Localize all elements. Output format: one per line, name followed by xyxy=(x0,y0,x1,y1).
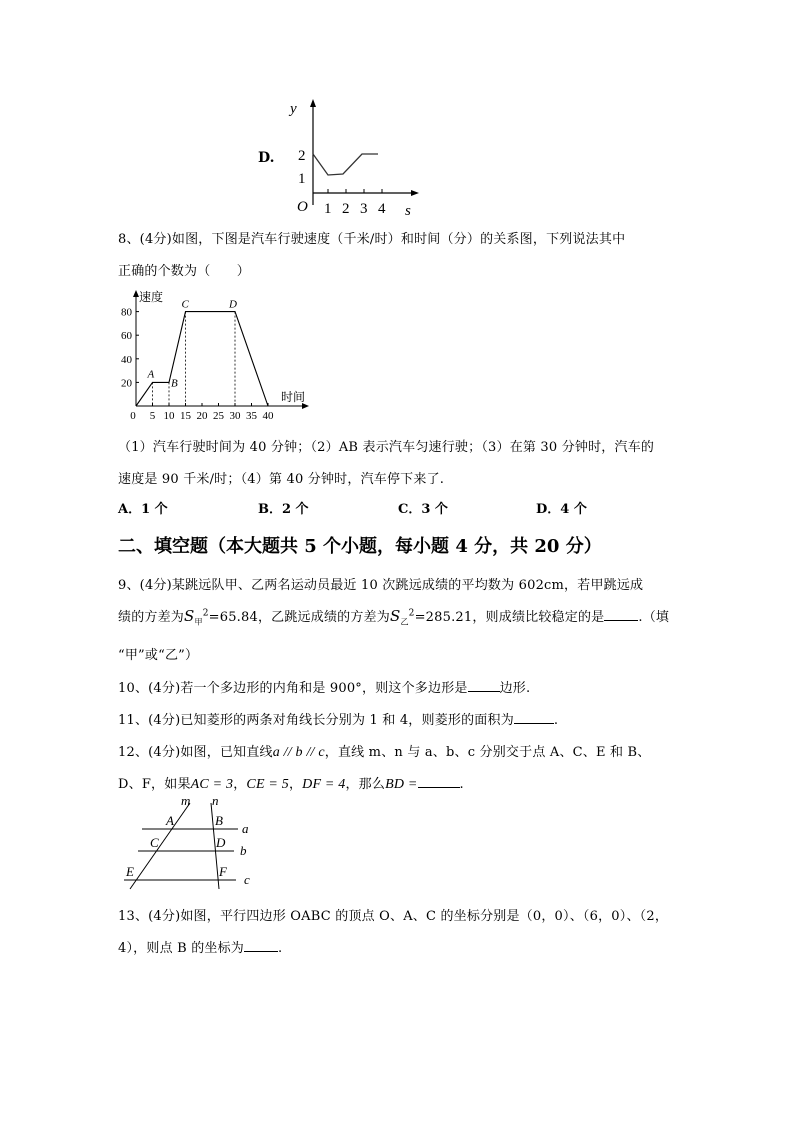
q10-text-b: 边形. xyxy=(499,681,531,696)
q8-speed-time-chart xyxy=(115,288,315,420)
q10-answer-blank[interactable] xyxy=(468,679,500,692)
q8-option-b: B．2 个 xyxy=(258,502,309,517)
q8-x-tick-30: 30 xyxy=(229,410,241,420)
q13-line2-a: 4），则点 B 的坐标为 xyxy=(118,941,244,956)
q11-line xyxy=(118,709,558,728)
q9-val-jia: =65.84，乙跳远成绩的方差为 xyxy=(208,610,390,625)
q7-origin-label: O xyxy=(297,199,308,215)
q9-val-yi: =285.21，则成绩比较稳定的是 xyxy=(414,610,605,625)
q12-eq3: DF = 4 xyxy=(302,777,346,792)
q7-y-tick-1: 1 xyxy=(298,171,306,187)
q12-answer-blank[interactable] xyxy=(418,775,460,788)
q7-y-arrow xyxy=(310,99,316,107)
q8-x-label: 时间 xyxy=(281,390,306,404)
q9-s-jia: S xyxy=(184,607,195,625)
q8-number: 8、(4分) xyxy=(118,232,172,247)
q9-sup-yi: 2 xyxy=(408,608,415,619)
q13-line1-text: 如图，平行四边形 OABC 的顶点 O、A、C 的坐标分别是（0，0）、（6，0）、（2， xyxy=(180,909,669,924)
q9-sub-jia: 甲 xyxy=(194,617,203,627)
q9-sup-jia: 2 xyxy=(202,608,209,619)
q12-parallel: a // b // c xyxy=(272,745,325,760)
q12-line2-a: D、F，如果 xyxy=(118,777,191,792)
q7-x-arrow xyxy=(411,190,419,196)
q12-label-n: n xyxy=(212,793,219,808)
q9-line1 xyxy=(118,574,643,593)
q12-label-F: F xyxy=(219,864,227,879)
q7-option-d-label: D. xyxy=(258,150,275,166)
q9-sub-yi: 乙 xyxy=(400,617,409,627)
q8-line1 xyxy=(118,228,625,247)
section2-title: 二、填空题（本大题共 5 个小题，每小题 4 分，共 20 分） xyxy=(118,536,602,557)
q7-x-tick-4: 4 xyxy=(378,201,386,217)
q12-label-D: D xyxy=(216,835,226,850)
q8-statements-line2: 速度是 90 千米/时；（4）第 40 分钟时，汽车停下来了. xyxy=(118,472,445,487)
q12-line1-a: 如图，已知直线 xyxy=(180,745,273,760)
q8-option-d: D．4 个 xyxy=(536,502,587,517)
q11-text-a: 已知菱形的两条对角线长分别为 1 和 4，则菱形的面积为 xyxy=(180,713,514,728)
q8-x-tick-35: 35 xyxy=(246,410,257,420)
q9-number: 9、(4分) xyxy=(118,578,172,593)
q8-series-line xyxy=(136,312,268,406)
q10-number: 10、(4分) xyxy=(118,681,181,696)
q13-line2 xyxy=(118,937,282,956)
q8-option-c: C．3 个 xyxy=(398,502,448,517)
q12-label-C: C xyxy=(150,835,159,850)
q8-x-tick-20: 20 xyxy=(196,410,208,420)
q13-line1 xyxy=(118,905,668,924)
q8-option-a: A．1 个 xyxy=(118,502,168,517)
q8-x-tick-40: 40 xyxy=(262,410,274,420)
q8-x-tick-25: 25 xyxy=(213,410,224,420)
q8-point-label-C: C xyxy=(181,298,189,311)
q12-parallel-lines-figure xyxy=(118,793,268,893)
q11-number: 11、(4分) xyxy=(118,713,181,728)
q12-eq1: AC = 3 xyxy=(190,777,234,792)
q13-line2-b: . xyxy=(278,941,283,956)
q8-statements-line1: （1）汽车行驶时间为 40 分钟；（2）AB 表示汽车匀速行驶；（3）在第 30 分钟时，汽车的 xyxy=(118,440,655,455)
q13-number: 13、(4分) xyxy=(118,909,181,924)
q12-label-E: E xyxy=(126,864,134,879)
q12-label-a: a xyxy=(242,821,249,836)
q12-line2-b: ，那么 xyxy=(345,777,386,792)
q13-answer-blank[interactable] xyxy=(244,939,278,952)
q12-line1-b: ，直线 m、n 与 a、b、c 分别交于点 A、C、E 和 B、 xyxy=(324,745,651,760)
q12-label-A: A xyxy=(166,813,174,828)
q12-line-m xyxy=(130,803,190,889)
q11-answer-blank[interactable] xyxy=(514,711,554,724)
q8-y-tick-40: 40 xyxy=(121,353,132,366)
q12-label-b: b xyxy=(240,843,247,858)
q12-eq4: BD = xyxy=(385,777,418,792)
q8-x-tick-10: 10 xyxy=(163,410,175,420)
q8-y-tick-60: 60 xyxy=(121,330,132,343)
q8-y-tick-20: 20 xyxy=(121,377,132,390)
q12-eq2: CE = 5 xyxy=(246,777,289,792)
q9-s-yi: S xyxy=(389,607,401,625)
q12-label-c: c xyxy=(244,872,250,887)
q7-x-label: s xyxy=(405,203,411,219)
q10-text-a: 若一个多边形的内角和是 900°，则这个多边形是 xyxy=(180,681,468,696)
q9-line1-text: 某跳远队甲、乙两名运动员最近 10 次跳远成绩的平均数为 602cm，若甲跳远成 xyxy=(171,578,644,593)
q7-graph-line xyxy=(313,154,378,175)
q12-line1 xyxy=(118,741,651,761)
q7-y-tick-2: 2 xyxy=(298,148,306,164)
q10-line xyxy=(118,677,530,696)
q8-line2: 正确的个数为（ ） xyxy=(118,264,251,279)
q7-x-tick-2: 2 xyxy=(342,201,350,217)
q12-label-B: B xyxy=(215,813,223,828)
q8-point-label-D: D xyxy=(229,298,237,311)
q12-line2: D、F，如果AC = 3，CE = 5，DF = 4，那么BD = . xyxy=(118,777,464,792)
q9-line2-end: .（填 xyxy=(638,610,670,625)
q8-y-tick-80: 80 xyxy=(121,306,132,319)
q8-text-line1: 如图，下图是汽车行驶速度（千米/时）和时间（分）的关系图，下列说法其中 xyxy=(171,232,626,247)
q8-x-tick-0: 0 xyxy=(130,410,136,420)
q8-y-label: 速度 xyxy=(139,290,164,304)
q7-x-tick-1: 1 xyxy=(324,201,332,217)
q12-label-m: m xyxy=(181,793,191,808)
q8-point-label-B: B xyxy=(171,377,178,390)
q7-graph xyxy=(280,95,420,220)
q12-number: 12、(4分) xyxy=(118,745,181,760)
q8-x-tick-15: 15 xyxy=(180,410,191,420)
q11-text-b: . xyxy=(553,713,559,728)
q8-x-tick-5: 5 xyxy=(149,410,156,420)
q9-line2-start: 绩的方差为 xyxy=(118,610,185,625)
q9-line2 xyxy=(118,606,669,628)
q9-line3: “甲”或“乙”） xyxy=(118,648,199,663)
q9-answer-blank[interactable] xyxy=(604,608,638,621)
q12-line2-end: . xyxy=(459,777,464,792)
q7-x-tick-3: 3 xyxy=(360,201,368,217)
q8-point-label-A: A xyxy=(147,368,155,381)
q7-y-label: y xyxy=(290,101,297,117)
